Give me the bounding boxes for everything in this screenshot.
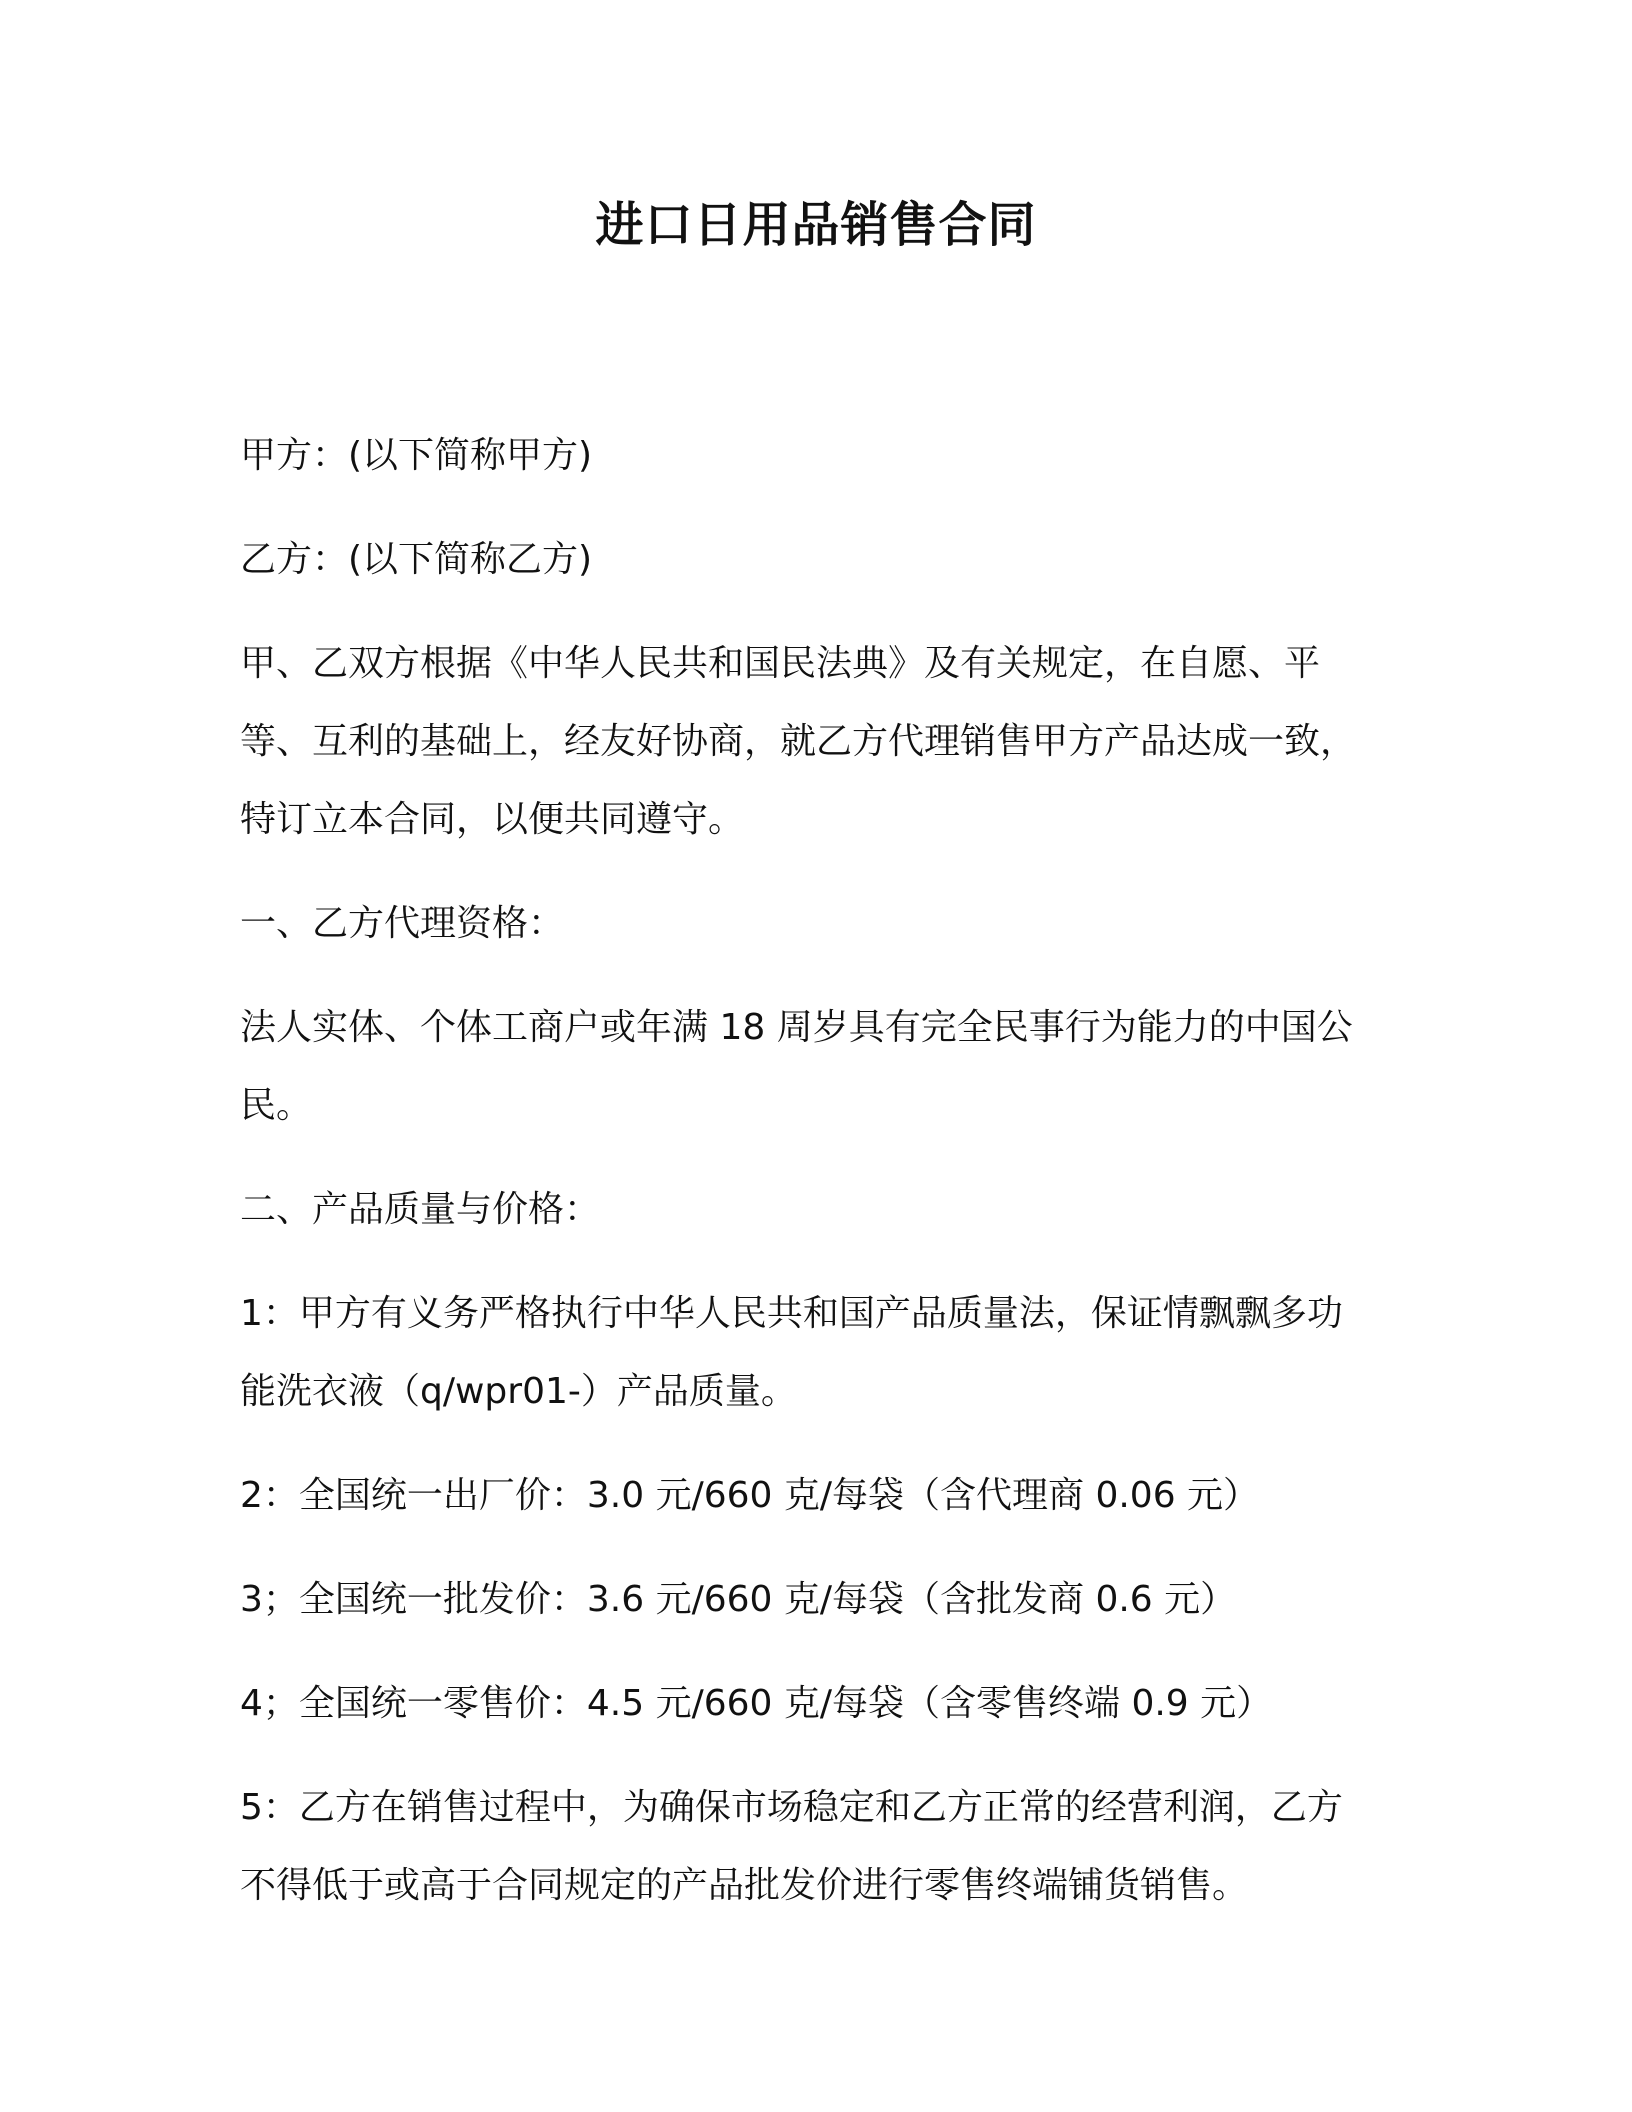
text-line: 特订立本合同，以便共同遵守。 (240, 799, 745, 840)
text-line: 2：全国统一出厂价：3.0 元/660 克/每袋（含代理商 0.06 元） (240, 1475, 1260, 1516)
document-body (240, 417, 1390, 1951)
document-title: 进口日用品销售合同 (595, 197, 1037, 253)
text-line: 能洗衣液（q/wpr01-）产品质量。 (240, 1371, 797, 1412)
text-line: 4；全国统一零售价：4.5 元/660 克/每袋（含零售终端 0.9 元） (240, 1683, 1273, 1724)
clause-1 (240, 1275, 1390, 1431)
text-line: 3；全国统一批发价：3.6 元/660 克/每袋（含批发商 0.6 元） (240, 1579, 1237, 1620)
text-line: 一、乙方代理资格： (240, 903, 565, 944)
text-line: 甲、乙双方根据《中华人民共和国民法典》及有关规定，在自愿、平 (240, 643, 1321, 684)
section-heading-2 (240, 1171, 1390, 1249)
text-line: 民。 (240, 1085, 313, 1126)
section-heading-1 (240, 885, 1390, 963)
text-line: 等、互利的基础上，经友好协商，就乙方代理销售甲方产品达成一致， (240, 721, 1357, 762)
text-line: 1：甲方有义务严格执行中华人民共和国产品质量法，保证情飘飘多功 (240, 1293, 1343, 1334)
preamble-paragraph (240, 625, 1390, 859)
qualification-paragraph (240, 989, 1390, 1145)
clause-5 (240, 1769, 1390, 1925)
text-line: 二、产品质量与价格： (240, 1189, 601, 1230)
party-a-line (240, 417, 1390, 495)
text-line: 乙方：(以下简称乙方) (240, 539, 593, 580)
party-b-line (240, 521, 1390, 599)
text-line: 甲方：(以下简称甲方) (240, 435, 593, 476)
text-line: 不得低于或高于合同规定的产品批发价进行零售终端铺货销售。 (240, 1865, 1249, 1906)
text-line: 法人实体、个体工商户或年满 18 周岁具有完全民事行为能力的中国公 (240, 1007, 1353, 1048)
clause-2 (240, 1457, 1390, 1535)
clause-3 (240, 1561, 1390, 1639)
text-line: 5：乙方在销售过程中，为确保市场稳定和乙方正常的经营利润，乙方 (240, 1787, 1343, 1828)
clause-4 (240, 1665, 1390, 1743)
